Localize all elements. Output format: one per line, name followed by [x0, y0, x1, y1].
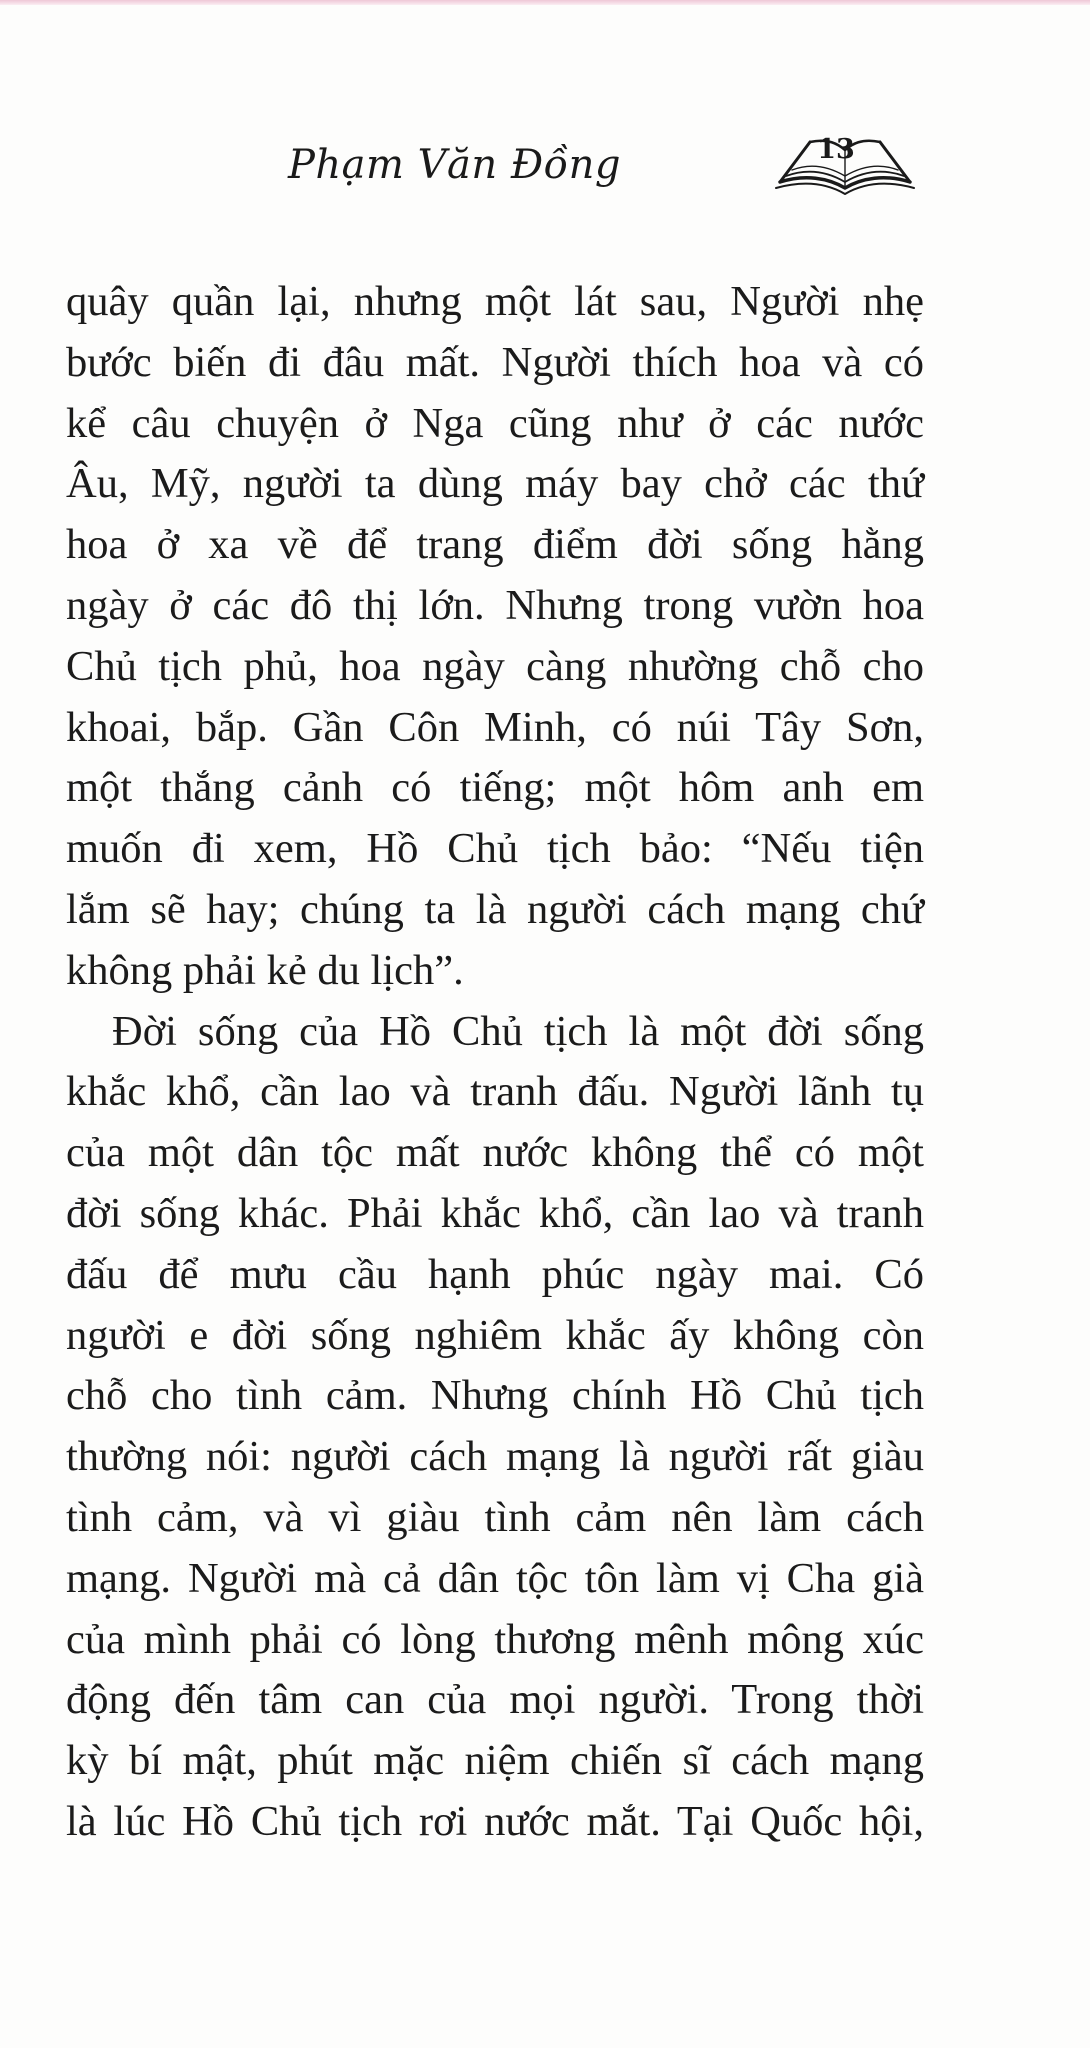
- body-text: [66, 272, 924, 1853]
- text-line: kể câu chuyện ở Nga cũng như ở các nước: [66, 399, 924, 447]
- text-line: Chủ tịch phủ, hoa ngày càng nhường chỗ cho: [66, 642, 924, 690]
- text-line: mạng. Người mà cả dân tộc tôn làm vị Cha già: [66, 1554, 924, 1602]
- text-line: quây quần lại, nhưng một lát sau, Người nhẹ: [66, 278, 924, 325]
- text-line: Âu, Mỹ, người ta dùng máy bay chở các thứ: [66, 460, 924, 508]
- text-line: khoai, bắp. Gần Côn Minh, có núi Tây Sơn,: [66, 703, 924, 751]
- page-top-edge: [0, 0, 1090, 5]
- text-line: ngày ở các đô thị lớn. Nhưng trong vườn hoa: [66, 581, 924, 629]
- text-line-indented: Đời sống của Hồ Chủ tịch là một đời sống: [112, 1007, 924, 1055]
- page-number: 13: [817, 134, 855, 165]
- text-line-last: không phải kẻ du lịch”.: [66, 946, 464, 994]
- page-header: [0, 130, 1090, 210]
- text-line: kỳ bí mật, phút mặc niệm chiến sĩ cách mạng: [66, 1737, 924, 1785]
- text-line: là lúc Hồ Chủ tịch rơi nước mắt. Tại Quốc hội,: [66, 1797, 924, 1845]
- text-line: của một dân tộc mất nước không thể có một: [66, 1129, 924, 1177]
- text-line: muốn đi xem, Hồ Chủ tịch bảo: “Nếu tiện: [66, 825, 924, 873]
- text-line: hoa ở xa về để trang điểm đời sống hằng: [66, 521, 924, 569]
- text-line: bước biến đi đâu mất. Người thích hoa và có: [66, 338, 924, 386]
- paragraph-1: [66, 272, 924, 1002]
- running-title: Phạm Văn Đồng: [288, 142, 622, 188]
- text-line: thường nói: người cách mạng là người rất giàu: [66, 1433, 924, 1481]
- text-line: chỗ cho tình cảm. Nhưng chính Hồ Chủ tịch: [66, 1372, 924, 1420]
- text-line: người e đời sống nghiêm khắc ấy không còn: [66, 1311, 924, 1359]
- text-line: đời sống khác. Phải khắc khổ, cần lao và tranh: [66, 1189, 924, 1237]
- text-line: động đến tâm can của mọi người. Trong thời: [66, 1676, 924, 1724]
- text-line: khắc khổ, cần lao và tranh đấu. Người lãnh tụ: [66, 1068, 924, 1116]
- text-line: lắm sẽ hay; chúng ta là người cách mạng chứ: [66, 885, 924, 933]
- text-line: một thắng cảnh có tiếng; một hôm anh em: [66, 764, 924, 812]
- paragraph-2: [66, 1002, 924, 1853]
- text-line: đấu để mưu cầu hạnh phúc ngày mai. Có: [66, 1250, 924, 1298]
- text-line: tình cảm, và vì giàu tình cảm nên làm cách: [66, 1493, 924, 1541]
- text-line: của mình phải có lòng thương mênh mông xúc: [66, 1615, 924, 1663]
